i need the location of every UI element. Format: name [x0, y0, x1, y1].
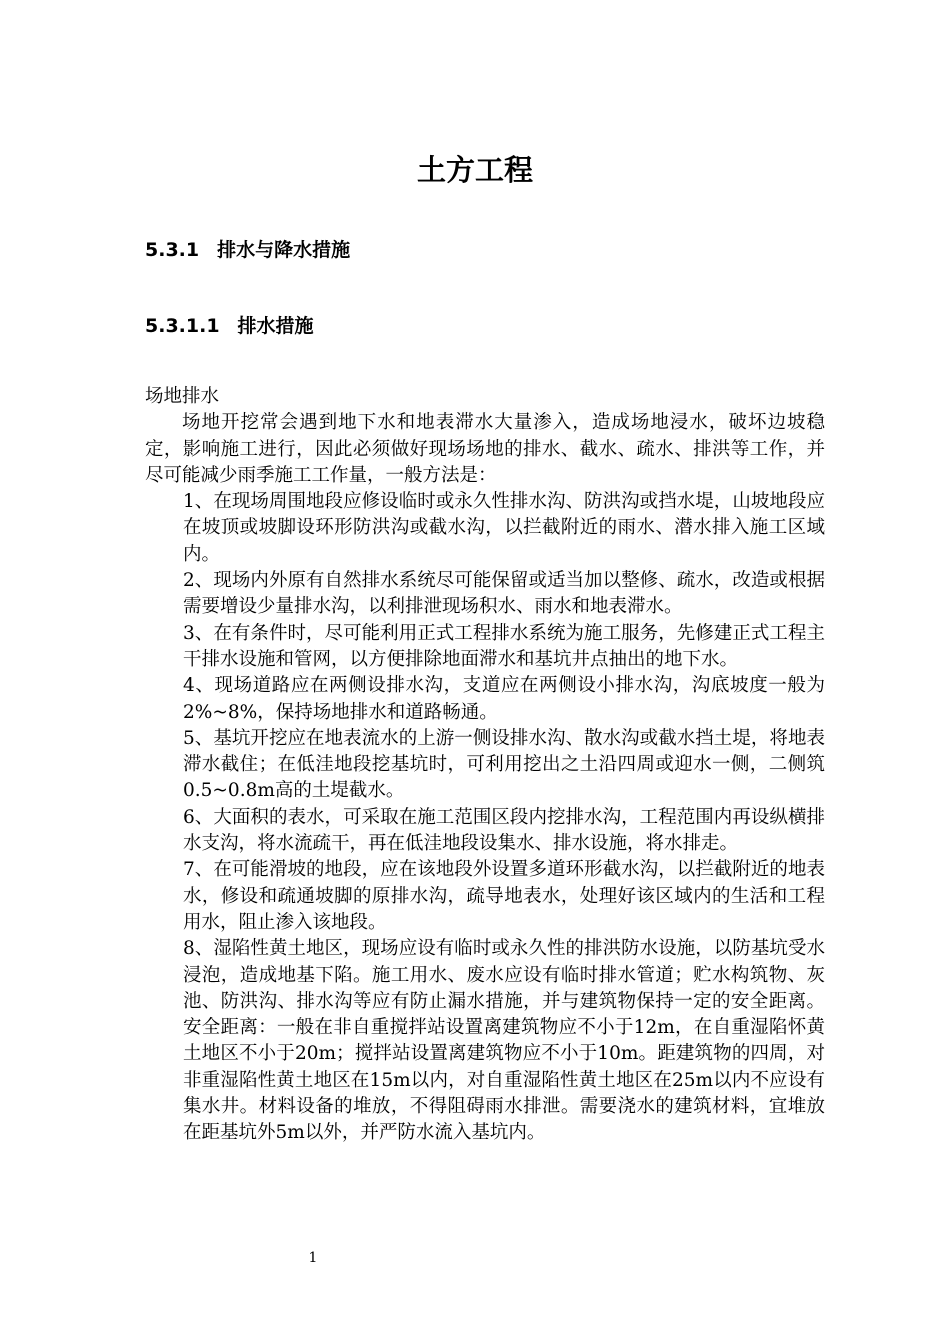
subsection-number: 5.3.1.1: [145, 315, 220, 337]
section-number: 5.3.1: [145, 239, 200, 261]
section-text: 排水与降水措施: [217, 239, 351, 261]
list-item: 6、大面积的表水，可采取在施工范围区段内挖排水沟，工程范围内再设纵横排水支沟，将水流疏干，再在低洼地段设集水、排水设施，将水排走。: [183, 806, 825, 855]
list-item: 2、现场内外原有自然排水系统尽可能保留或适当加以整修、疏水，改造或根据需要增设少量排水沟，以利排泄现场积水、雨水和地表滞水。: [183, 570, 825, 618]
list-item: 8、湿陷性黄土地区，现场应设有临时或永久性的排洪防水设施，以防基坑受水浸泡，造成地基下陷。施工用水、废水应设有临时排水管道；贮水构筑物、灰池、防洪沟、排水沟等应有防止漏水措施，并与建筑物保持一定的安全距离。安全距离：一般在非自重搅拌站设置离建筑物应不小于12m，在自重湿陷怀黄土地区不小于20m；搅拌站设置离建筑物应不小于10m。距建筑物的四周，对非重湿陷性黄土地区在15m以内，对自重湿陷性黄土地区在25m以内不应设有集水井。材料设备的堆放，不得阻碍雨水排泄。需要浇水的建筑材料，宜堆放在距基坑外5m以外，并严防水流入基坑内。: [183, 938, 825, 1144]
subsection-text: 排水措施: [237, 315, 314, 337]
section-heading: [145, 236, 350, 264]
list-item: 5、基坑开挖应在地表流水的上游一侧设排水沟、散水沟或截水挡土堤，将地表滞水截住；在低洼地段挖基坑时，可利用挖出之土沿四周或迎水一侧，二侧筑0.5~0.8m高的土堤截水。: [183, 727, 825, 802]
subheading: 场地排水: [145, 386, 220, 407]
document-title: 土方工程: [416, 153, 533, 187]
subsection-heading: [145, 312, 314, 340]
page-number: 1: [308, 1250, 318, 1266]
list-item: 3、在有条件时，尽可能利用正式工程排水系统为施工服务，先修建正式工程主干排水设施和管网，以方便排除地面滞水和基坑井点抽出的地下水。: [183, 622, 825, 670]
list-item: 1、在现场周围地段应修设临时或永久性排水沟、防洪沟或挡水堤，山坡地段应在坡顶或坡脚设环形防洪沟或截水沟，以拦截附近的雨水、潜水排入施工区域内。: [183, 491, 825, 565]
list-item: 4、现场道路应在两侧设排水沟，支道应在两侧设小排水沟，沟底坡度一般为2%~8%，保持场地排水和道路畅通。: [183, 675, 825, 723]
list-item: 7、在可能滑坡的地段，应在该地段外设置多道环形截水沟，以拦截附近的地表水，修设和疏通坡脚的原排水沟，疏导地表水，处理好该区域内的生活和工程用水，阻止渗入该地段。: [183, 859, 825, 933]
intro-paragraph: 场地开挖常会遇到地下水和地表滞水大量渗入，造成场地浸水，破坏边坡稳定，影响施工进行，因此必须做好现场场地的排水、截水、疏水、排洪等工作，并尽可能减少雨季施工工作量，一般方法是：: [145, 412, 825, 486]
body-text: [145, 384, 825, 1147]
